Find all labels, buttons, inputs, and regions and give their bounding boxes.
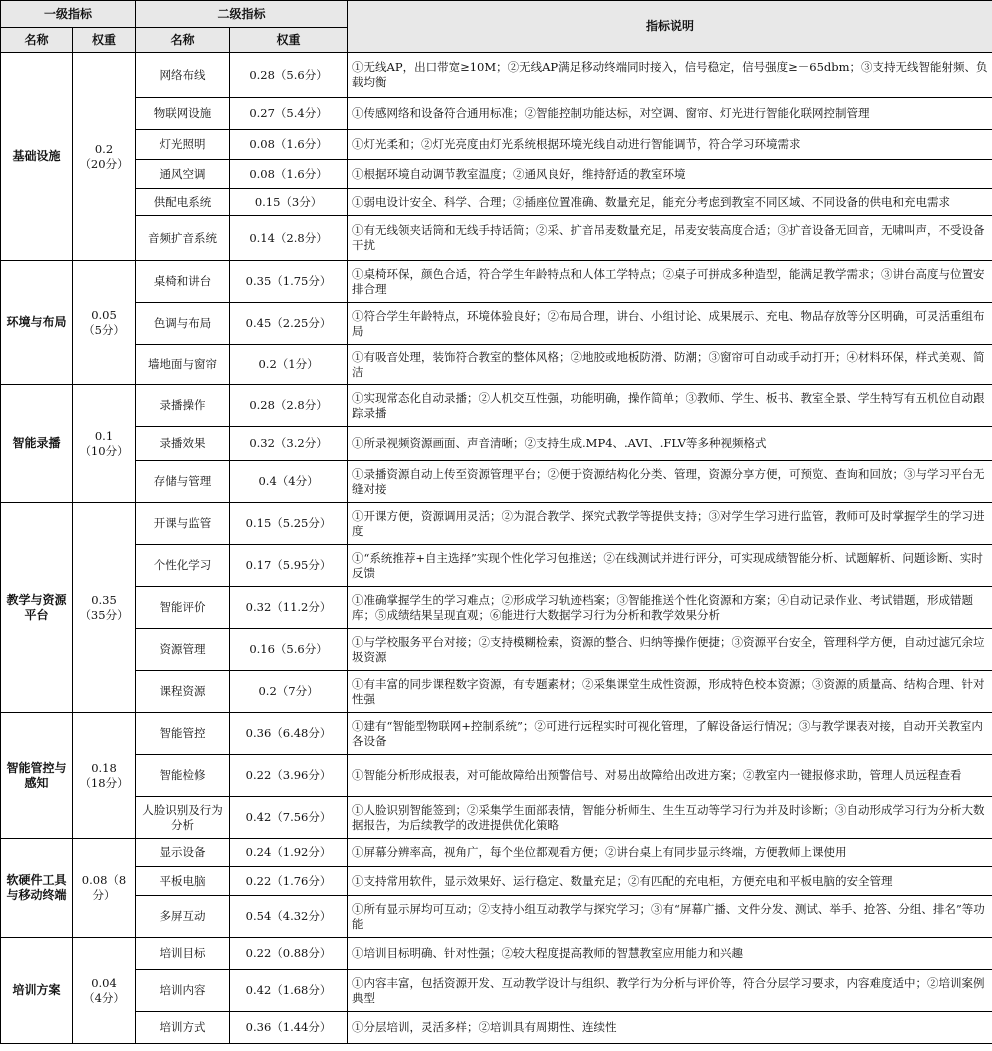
table-row [1, 303, 992, 345]
indicator-description: ①无线AP，出口带宽≥10M；②无线AP满足移动终端同时接入，信号稳定，信号强度≥－65dbm；③支持无线智能射频、负载均衡 [348, 53, 992, 98]
table-row [1, 1012, 992, 1044]
level2-name: 墙地面与窗帘 [136, 345, 230, 385]
table-row [1, 629, 992, 671]
table-row [1, 755, 992, 797]
table-row [1, 385, 992, 427]
level2-weight: 0.4（4分） [230, 461, 348, 503]
level2-name: 智能管控 [136, 713, 230, 755]
level2-name: 通风空调 [136, 160, 230, 189]
table-row [1, 98, 992, 130]
indicator-description: ①人脸识别智能签到；②采集学生面部表情，智能分析师生、生生互动等学习行为并及时诊断；③自动形成学习行为分析大数据报告，为后续教学的改进提供优化策略 [348, 797, 992, 839]
indicator-description: ①弱电设计安全、科学、合理；②插座位置准确、数量充足，能充分考虑到教室不同区域、不同设备的供电和充电需求 [348, 189, 992, 216]
header-description: 指标说明 [348, 1, 992, 53]
table-row [1, 938, 992, 970]
indicator-description: ①传感网络和设备符合通用标准；②智能控制功能达标，对空调、窗帘、灯光进行智能化联网控制管理 [348, 98, 992, 130]
level1-weight: 0.08（8分） [73, 839, 136, 938]
level2-weight: 0.22（3.96分） [230, 755, 348, 797]
level1-weight: 0.05 （5分） [73, 261, 136, 385]
indicator-description: ①有丰富的同步课程数字资源，有专题素材；②采集课堂生成性资源，形成特色校本资源；③资源的质量高、结构合理、针对性强 [348, 671, 992, 713]
level1-name: 智能录播 [1, 385, 73, 503]
indicator-description: ①“系统推荐+自主选择”实现个性化学习包推送；②在线测试并进行评分，可实现成绩智能分析、试题解析、问题诊断、实时反馈 [348, 545, 992, 587]
indicator-description: ①有无线领夹话筒和无线手持话筒；②采、扩音吊麦数量充足，吊麦安装高度合适；③扩音设备无回音，无啸叫声，不受设备干扰 [348, 216, 992, 261]
level2-weight: 0.28（2.8分） [230, 385, 348, 427]
indicator-description: ①所有显示屏均可互动；②支持小组互动教学与探究学习；③有“屏幕广播、文件分发、测试、举手、抢答、分组、排名”等功能 [348, 896, 992, 938]
level2-weight: 0.2（7分） [230, 671, 348, 713]
indicator-description: ①准确掌握学生的学习难点；②形成学习轨迹档案；③智能推送个性化资源和方案；④自动记录作业、考试错题，形成错题库；⑤成绩结果呈现直观；⑥能进行大数据学习行为分析和教学效果分析 [348, 587, 992, 629]
level2-name: 供配电系统 [136, 189, 230, 216]
level2-weight: 0.22（0.88分） [230, 938, 348, 970]
table-row [1, 713, 992, 755]
level2-weight: 0.08（1.6分） [230, 130, 348, 160]
indicator-description: ①录播资源自动上传至资源管理平台；②便于资源结构化分类、管理，资源分享方便，可预览、查询和回放；③与学习平台无缝对接 [348, 461, 992, 503]
level2-name: 个性化学习 [136, 545, 230, 587]
table-row [1, 427, 992, 461]
table-row [1, 896, 992, 938]
level2-name: 课程资源 [136, 671, 230, 713]
level2-name: 存储与管理 [136, 461, 230, 503]
indicator-description: ①建有“智能型物联网+控制系统”；②可进行远程实时可视化管理，了解设备运行情况；③与教学课表对接，自动开关教室内各设备 [348, 713, 992, 755]
level1-name: 基础设施 [1, 53, 73, 261]
level1-name: 教学与资源平台 [1, 503, 73, 713]
header-row-1 [1, 1, 992, 28]
indicator-description: ①根据环境自动调节教室温度；②通风良好，维持舒适的教室环境 [348, 160, 992, 189]
level2-name: 培训内容 [136, 970, 230, 1012]
level2-weight: 0.24（1.92分） [230, 839, 348, 867]
level2-weight: 0.16（5.6分） [230, 629, 348, 671]
level2-weight: 0.15（5.25分） [230, 503, 348, 545]
table-row [1, 797, 992, 839]
indicator-description: ①有吸音处理，装饰符合教室的整体风格；②地胶或地板防滑、防潮；③窗帘可自动或手动打开；④材料环保，样式美观、简洁 [348, 345, 992, 385]
level2-weight: 0.42（1.68分） [230, 970, 348, 1012]
table-row [1, 189, 992, 216]
indicator-description: ①内容丰富，包括资源开发、互动教学设计与组织、教学行为分析与评价等，符合分层学习要求，内容难度适中；②培训案例典型 [348, 970, 992, 1012]
level2-name: 音频扩音系统 [136, 216, 230, 261]
level2-name: 培训方式 [136, 1012, 230, 1044]
indicator-description: ①所录视频资源画面、声音清晰；②支持生成.MP4、.AVI、.FLV等多种视频格式 [348, 427, 992, 461]
table-row [1, 587, 992, 629]
table-row [1, 970, 992, 1012]
indicator-description: ①桌椅环保，颜色合适，符合学生年龄特点和人体工学特点；②桌子可拼成多种造型，能满足教学需求；③讲台高度与位置安排合理 [348, 261, 992, 303]
level1-weight: 0.18 （18分） [73, 713, 136, 839]
table-row [1, 130, 992, 160]
table-row [1, 261, 992, 303]
level2-weight: 0.22（1.76分） [230, 867, 348, 896]
level2-weight: 0.17（5.95分） [230, 545, 348, 587]
level1-weight: 0.35 （35分） [73, 503, 136, 713]
level2-name: 开课与监管 [136, 503, 230, 545]
level2-name: 平板电脑 [136, 867, 230, 896]
level1-name: 软硬件工具与移动终端 [1, 839, 73, 938]
indicator-description: ①支持常用软件，显示效果好、运行稳定、数量充足；②有匹配的充电柜，方便充电和平板电脑的安全管理 [348, 867, 992, 896]
level2-name: 网络布线 [136, 53, 230, 98]
header-level1-name: 名称 [1, 28, 73, 53]
level2-weight: 0.32（11.2分） [230, 587, 348, 629]
level2-weight: 0.32（3.2分） [230, 427, 348, 461]
level2-weight: 0.54（4.32分） [230, 896, 348, 938]
table-row [1, 867, 992, 896]
indicator-description: ①智能分析形成报表，对可能故障给出预警信号、对易出故障给出改进方案；②教室内一键报修求助，管理人员远程查看 [348, 755, 992, 797]
level2-name: 录播效果 [136, 427, 230, 461]
indicator-description: ①分层培训，灵活多样；②培训具有周期性、连续性 [348, 1012, 992, 1044]
level2-weight: 0.28（5.6分） [230, 53, 348, 98]
header-level1: 一级指标 [1, 1, 136, 28]
indicator-description: ①与学校服务平台对接；②支持模糊检索，资源的整合、归纳等操作便捷；③资源平台安全，管理科学方便，自动过滤冗余垃圾资源 [348, 629, 992, 671]
table-row [1, 503, 992, 545]
level2-name: 灯光照明 [136, 130, 230, 160]
level1-weight: 0.1 （10分） [73, 385, 136, 503]
header-level2-weight: 权重 [230, 28, 348, 53]
level2-name: 多屏互动 [136, 896, 230, 938]
level2-weight: 0.15（3分） [230, 189, 348, 216]
level2-name: 资源管理 [136, 629, 230, 671]
level2-weight: 0.35（1.75分） [230, 261, 348, 303]
level2-weight: 0.08（1.6分） [230, 160, 348, 189]
indicator-description: ①屏幕分辨率高，视角广，每个坐位都观看方便；②讲台桌上有同步显示终端，方便教师上课使用 [348, 839, 992, 867]
level2-weight: 0.27（5.4分） [230, 98, 348, 130]
level2-name: 显示设备 [136, 839, 230, 867]
indicator-description: ①符合学生年龄特点，环境体验良好；②布局合理，讲台、小组讨论、成果展示、充电、物品存放等分区明确，可灵活重组布局 [348, 303, 992, 345]
table-row [1, 53, 992, 98]
level2-weight: 0.36（1.44分） [230, 1012, 348, 1044]
table-row [1, 839, 992, 867]
level2-weight: 0.45（2.25分） [230, 303, 348, 345]
header-level2: 二级指标 [136, 1, 348, 28]
level2-weight: 0.42（7.56分） [230, 797, 348, 839]
indicator-description: ①灯光柔和；②灯光亮度由灯光系统根据环境光线自动进行智能调节，符合学习环境需求 [348, 130, 992, 160]
table-row [1, 461, 992, 503]
level2-name: 录播操作 [136, 385, 230, 427]
table-row [1, 545, 992, 587]
level2-name: 桌椅和讲台 [136, 261, 230, 303]
level2-name: 智能检修 [136, 755, 230, 797]
level1-name: 环境与布局 [1, 261, 73, 385]
header-level2-name: 名称 [136, 28, 230, 53]
level1-name: 智能管控与感知 [1, 713, 73, 839]
level2-name: 色调与布局 [136, 303, 230, 345]
table-row [1, 216, 992, 261]
indicator-description: ①实现常态化自动录播；②人机交互性强，功能明确，操作简单；③教师、学生、板书、教室全景、学生特写有五机位自动跟踪录播 [348, 385, 992, 427]
header-level1-weight: 权重 [73, 28, 136, 53]
level2-name: 物联网设施 [136, 98, 230, 130]
level2-name: 智能评价 [136, 587, 230, 629]
level2-name: 人脸识别及行为分析 [136, 797, 230, 839]
level2-name: 培训目标 [136, 938, 230, 970]
level2-weight: 0.14（2.8分） [230, 216, 348, 261]
level1-weight: 0.04 （4分） [73, 938, 136, 1044]
level2-weight: 0.2（1分） [230, 345, 348, 385]
indicator-description: ①培训目标明确、针对性强；②较大程度提高教师的智慧教室应用能力和兴趣 [348, 938, 992, 970]
table-row [1, 160, 992, 189]
table-row [1, 671, 992, 713]
level1-name: 培训方案 [1, 938, 73, 1044]
level1-weight: 0.2 （20分） [73, 53, 136, 261]
level2-weight: 0.36（6.48分） [230, 713, 348, 755]
indicator-description: ①开课方便，资源调用灵活；②为混合教学、探究式教学等提供支持；③对学生学习进行监管，教师可及时掌握学生的学习进度 [348, 503, 992, 545]
table-row [1, 345, 992, 385]
